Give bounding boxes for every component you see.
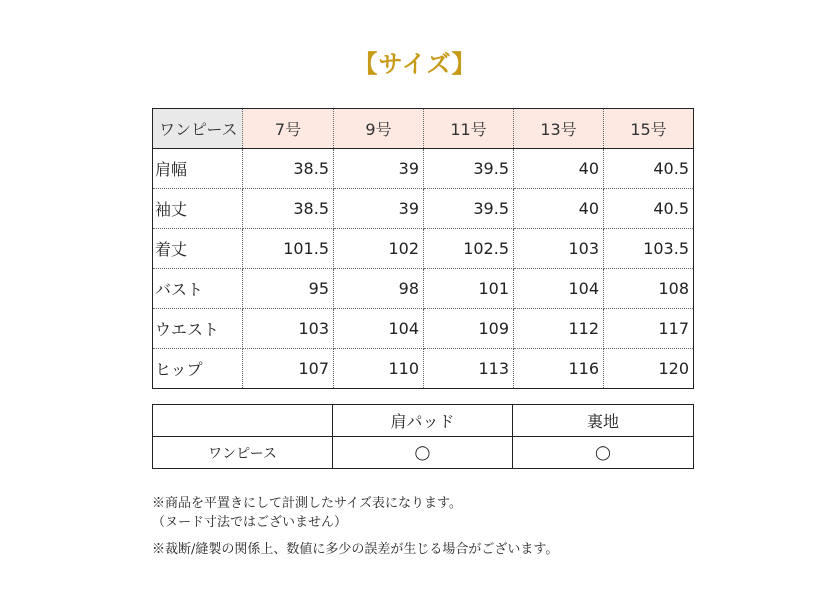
table-cell: 39 (334, 189, 424, 229)
table-row (153, 149, 694, 189)
table-cell: 102.5 (424, 229, 514, 269)
column-header: 15号 (604, 109, 694, 149)
note-line: ※商品を平置きにして計測したサイズ表になります。 (152, 496, 462, 511)
column-header: 11号 (424, 109, 514, 149)
table-row (153, 269, 694, 309)
page-title: 【サイズ】 (353, 49, 477, 78)
table-row (153, 189, 694, 229)
table-row (153, 309, 694, 349)
row-label: ウエスト (153, 309, 243, 349)
table-cell: 113 (424, 349, 514, 389)
column-header: 9号 (334, 109, 424, 149)
feature-table (152, 404, 694, 469)
note-line: ※裁断/縫製の関係上、数値に多少の誤差が生じる場合がございます。 (152, 542, 559, 557)
table-cell: 39.5 (424, 149, 514, 189)
table-cell: 40.5 (604, 149, 694, 189)
table-cell: 109 (424, 309, 514, 349)
table-cell: 38.5 (243, 149, 334, 189)
column-header: 7号 (243, 109, 334, 149)
table-row (153, 229, 694, 269)
table-cell: 120 (604, 349, 694, 389)
table-cell: 110 (334, 349, 424, 389)
table-cell: 102 (334, 229, 424, 269)
table-cell: 103 (514, 229, 604, 269)
feature-row (153, 437, 694, 469)
table-cell: 117 (604, 309, 694, 349)
table-cell: 101 (424, 269, 514, 309)
table-row (153, 349, 694, 389)
note-line: （ヌード寸法ではございません） (152, 515, 348, 530)
table-cell: 38.5 (243, 189, 334, 229)
row-label: バスト (153, 269, 243, 309)
feature-header-cell: 肩パッド (333, 405, 513, 437)
table-cell: 104 (334, 309, 424, 349)
row-label: ヒップ (153, 349, 243, 389)
row-label: 着丈 (153, 229, 243, 269)
table-cell: 40.5 (604, 189, 694, 229)
table-cell: 112 (514, 309, 604, 349)
table-cell: 108 (604, 269, 694, 309)
table-cell: 95 (243, 269, 334, 309)
size-table (152, 108, 694, 389)
feature-header-cell: 裏地 (513, 405, 694, 437)
table-cell: 107 (243, 349, 334, 389)
table-cell: 116 (514, 349, 604, 389)
table-cell: 40 (514, 149, 604, 189)
table-cell: 39.5 (424, 189, 514, 229)
table-cell: 101.5 (243, 229, 334, 269)
feature-header-row (153, 405, 694, 437)
feature-header-cell (153, 405, 333, 437)
feature-mark: ◯ (333, 437, 513, 469)
feature-mark: ◯ (513, 437, 694, 469)
table-cell: 104 (514, 269, 604, 309)
size-table-header (153, 109, 694, 149)
table-cell: 103 (243, 309, 334, 349)
corner-label: ワンピース (153, 109, 243, 149)
column-header: 13号 (514, 109, 604, 149)
row-label: 肩幅 (153, 149, 243, 189)
table-cell: 40 (514, 189, 604, 229)
table-cell: 98 (334, 269, 424, 309)
table-cell: 39 (334, 149, 424, 189)
notes (152, 494, 558, 559)
table-cell: 103.5 (604, 229, 694, 269)
row-label: 袖丈 (153, 189, 243, 229)
feature-row-label: ワンピース (153, 437, 333, 469)
